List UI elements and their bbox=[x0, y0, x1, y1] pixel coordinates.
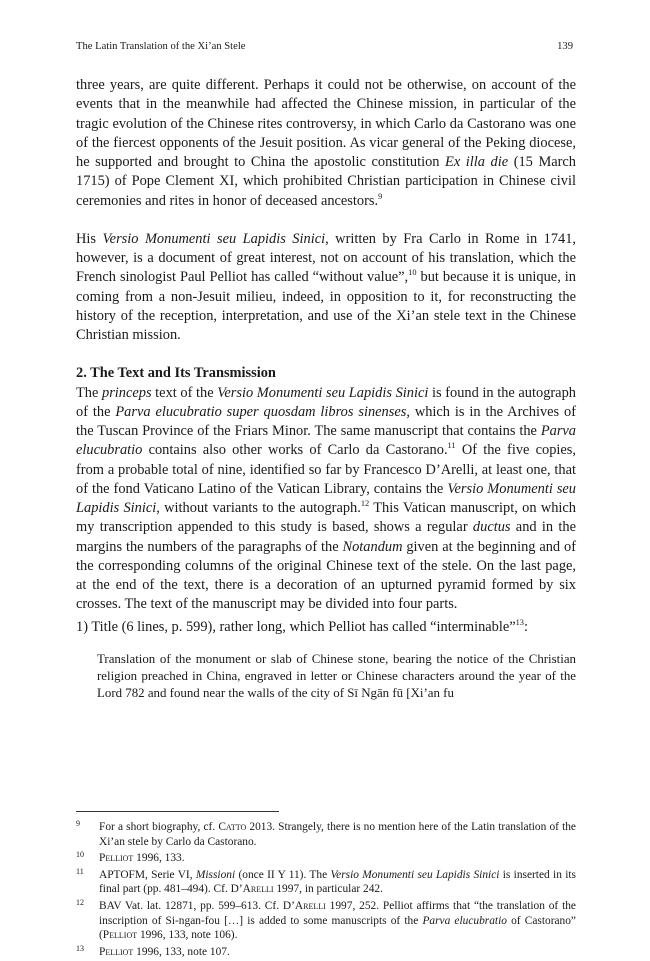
italic-title: Ex illa die bbox=[445, 154, 509, 170]
italic-title: Versio Monumenti seu Lapidis Sinici bbox=[330, 868, 500, 881]
text-run: 1996, 133, note 106). bbox=[137, 929, 238, 942]
text-run: (once II Y 11). The bbox=[235, 868, 331, 881]
section-heading: 2. The Text and Its Transmission bbox=[76, 365, 276, 382]
text-run: (15 March 1715) of Pope Clement XI, which prohibited Christian participation in Chinese civil ceremonies and rites in honor of deceased ancestors. bbox=[76, 154, 576, 209]
footnote-rule bbox=[76, 811, 279, 812]
text-run: is inserted in its final part (pp. 481–494). Cf. D’ bbox=[99, 868, 576, 896]
footnote-ref[interactable]: 9 bbox=[378, 191, 383, 201]
text-run: contains also other works of Carlo da Castorano. bbox=[142, 442, 448, 459]
text-run: 1996, 133. bbox=[133, 852, 185, 865]
paragraph-1 bbox=[76, 76, 576, 211]
text-run: This Vatican manuscript, on which my transcription appended to this study is based, shows a regular bbox=[76, 500, 576, 536]
text-run: text of the bbox=[151, 384, 218, 401]
italic-term: princeps bbox=[102, 384, 152, 401]
italic-term: Notandum bbox=[342, 538, 403, 555]
text-run: His bbox=[76, 230, 103, 247]
italic-title: Versio Monumenti seu Lapidis Sinici bbox=[217, 384, 429, 401]
footnote-number: 10 bbox=[76, 850, 84, 860]
footnote-12 bbox=[76, 899, 576, 943]
italic-title: Parva elucubratio bbox=[76, 423, 576, 459]
body-text bbox=[76, 76, 576, 702]
block-quote: Translation of the monument or slab of Chinese stone, bearing the notice of the Christian religion preached in China, engraved in letter or Chinese characters around the year of the Lord 782 and found near the walls of the city of Sī Ngān fū [Xi’an fu bbox=[97, 651, 576, 700]
text-run: but because it is unique, in coming from a non-Jesuit milieu, indeed, in opposition to it, for reconstructing the history of the reception, interpretation, and use of the Xi’an stele text in the Chinese Christian mission. bbox=[76, 269, 576, 343]
text-run: , without variants to the autograph. bbox=[156, 500, 361, 516]
text-run: : bbox=[523, 618, 528, 635]
text-run: three years, are quite different. Perhaps it could not be otherwise, on account of the events that in the meanwhile had affected the Chinese mission, in particular of the tragic evolution of the Chinese rites controversy, in which Carlo da Castorano was one of the fiercest opponents of the Jesuit position. As vicar general of the Peking diocese, he supported and brought to China the apostolic constitution bbox=[76, 77, 576, 170]
footnote-ref[interactable]: 10 bbox=[408, 268, 417, 278]
text-run: 1997, 252. Pelliot affirms that “the translation of the inscription of Si-ngan-fou […] is added to some manuscripts of the bbox=[99, 899, 576, 927]
text-run: APTOFM, Serie VI, bbox=[99, 868, 196, 881]
italic-title: Versio Monumenti seu Lapidis Sinici bbox=[76, 480, 576, 516]
text-run: Of the five copies, from a probable total of nine, identified so far by Francesco D’Arelli, at least one, that of the fond Vaticano Latino of the Vatican Library, contains the bbox=[76, 442, 576, 497]
footnote-13 bbox=[76, 945, 576, 960]
author-name: Arelli bbox=[242, 883, 274, 896]
text-run: of Castorano” ( bbox=[99, 914, 576, 942]
italic-term: ductus bbox=[472, 519, 511, 536]
text-run: BAV Vat. lat. 12871, pp. 599–613. Cf. D’ bbox=[99, 899, 295, 912]
footnote-9 bbox=[76, 820, 576, 849]
footnote-number: 13 bbox=[76, 943, 84, 953]
footnote-ref[interactable]: 11 bbox=[447, 441, 456, 451]
italic-title: Parva elucubratio super quosdam libros sinenses bbox=[115, 403, 407, 420]
text-run: The bbox=[76, 384, 102, 401]
footnote-ref[interactable]: 13 bbox=[515, 617, 524, 627]
text-run: 1) Title (6 lines, p. 599), rather long, which Pelliot has called “interminable” bbox=[76, 618, 516, 635]
italic-title: Versio Monumenti seu Lapidis Sinici bbox=[102, 230, 326, 247]
text-run: and in the margins the numbers of the paragraphs of the bbox=[76, 519, 576, 555]
author-name: Pelliot bbox=[99, 852, 134, 865]
italic-term: Missioni bbox=[195, 868, 236, 881]
author-name: Pelliot bbox=[102, 929, 138, 942]
footnote-number: 9 bbox=[76, 819, 80, 828]
text-run: , written by Fra Carlo in Rome in 1741, however, is a document of great interest, not on account of his translation, which the French sinologist Paul Pelliot has called “without value”, bbox=[76, 230, 577, 286]
paragraph-2 bbox=[76, 230, 576, 346]
author-name: Arelli bbox=[294, 899, 326, 912]
text-run: 1996, 133, note 107. bbox=[133, 945, 230, 958]
paragraph-3 bbox=[76, 384, 576, 615]
running-head-title: The Latin Translation of the Xi’an Stele bbox=[76, 41, 246, 52]
text-run: , which is in the Archives of the Tuscan Province of the Friars Minor. The same manuscript that contains the bbox=[76, 403, 577, 439]
author-name: Pelliot bbox=[99, 945, 134, 958]
text-run: is found in the autograph of the bbox=[76, 384, 576, 420]
footnote-10 bbox=[76, 851, 576, 866]
paragraph-4 bbox=[76, 618, 576, 637]
footnote-ref[interactable]: 12 bbox=[360, 499, 370, 509]
page-number: 139 bbox=[557, 41, 573, 52]
text-run: given at the beginning and of the corresponding columns of the original Chinese text of the stele. On the last page, at the end of the text, there is a decoration of an upturned pyramid formed by six crosses. The text of the manuscript may be divided into four parts. bbox=[76, 538, 576, 613]
author-name: Catto bbox=[218, 821, 247, 833]
text-run: 1997, in particular 242. bbox=[273, 883, 383, 896]
footnote-number: 11 bbox=[76, 866, 84, 876]
text-run: For a short biography, cf. bbox=[99, 821, 219, 833]
footnotes bbox=[76, 820, 576, 961]
footnote-number: 12 bbox=[76, 897, 84, 907]
footnote-11 bbox=[76, 868, 576, 897]
text-run: 2013. Strangely, there is no mention here of the Latin translation of the Xi’an stele by Carlo da Castorano. bbox=[99, 821, 576, 848]
italic-title: Parva elucubratio bbox=[422, 914, 507, 927]
